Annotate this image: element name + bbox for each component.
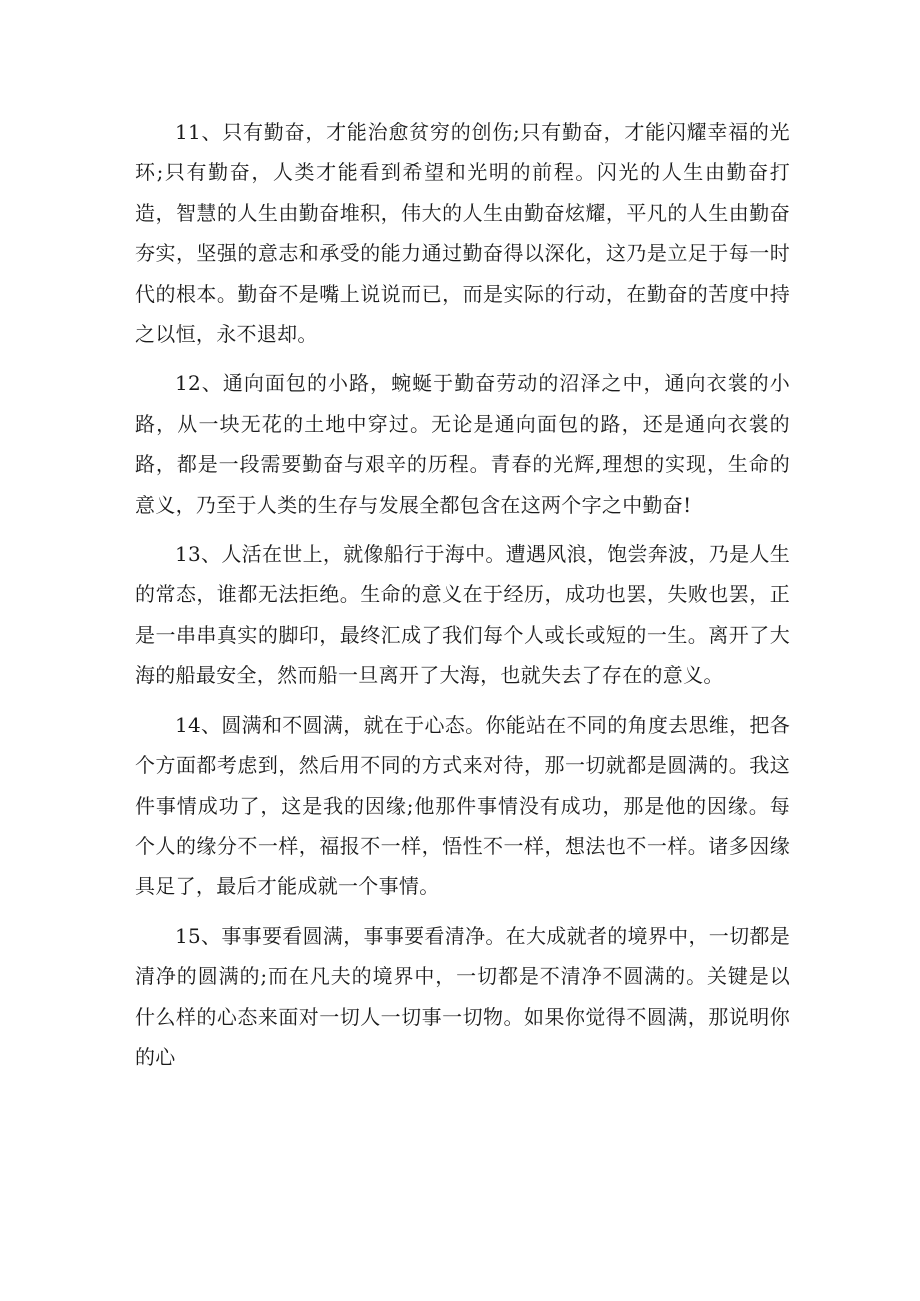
paragraph-14: 14、圆满和不圆满，就在于心态。你能站在不同的角度去思维，把各个方面都考虑到，然后用不同的方式来对待，那一切就都是圆满的。我这件事情成功了，这是我的因缘;他那件事情没有成功，那是他的因缘。每个人的缘分不一样，福报不一样，悟性不一样，想法也不一样。诸多因缘具足了，最后才能成就一个事情。	[135, 712, 790, 899]
document-body	[135, 112, 790, 1086]
paragraph-11: 11、只有勤奋，才能治愈贫穷的创伤;只有勤奋，才能闪耀幸福的光环;只有勤奋，人类才能看到希望和光明的前程。闪光的人生由勤奋打造，智慧的人生由勤奋堆积，伟大的人生由勤奋炫耀，平凡的人生由勤奋夯实，坚强的意志和承受的能力通过勤奋得以深化，这乃是立足于每一时代的根本。勤奋不是嘴上说说而已，而是实际的行动，在勤奋的苦度中持之以恒，永不退却。	[135, 120, 790, 347]
paragraph-12: 12、通向面包的小路，蜿蜒于勤奋劳动的沼泽之中，通向衣裳的小路，从一块无花的土地中穿过。无论是通向面包的路，还是通向衣裳的路，都是一段需要勤奋与艰辛的历程。青春的光辉,理想的实现，生命的意义，乃至于人类的生存与发展全都包含在这两个字之中勤奋!	[135, 371, 790, 517]
paragraph-15: 15、事事要看圆满，事事要看清净。在大成就者的境界中，一切都是清净的圆满的;而在凡夫的境界中，一切都是不清净不圆满的。关键是以什么样的心态来面对一切人一切事一切物。如果你觉得不圆满，那说明你的心	[135, 923, 790, 1069]
paragraph-13: 13、人活在世上，就像船行于海中。遭遇风浪，饱尝奔波，乃是人生的常态，谁都无法拒绝。生命的意义在于经历，成功也罢，失败也罢，正是一串串真实的脚印，最终汇成了我们每个人或长或短的一生。离开了大海的船最安全，然而船一旦离开了大海，也就失去了存在的意义。	[135, 542, 790, 688]
